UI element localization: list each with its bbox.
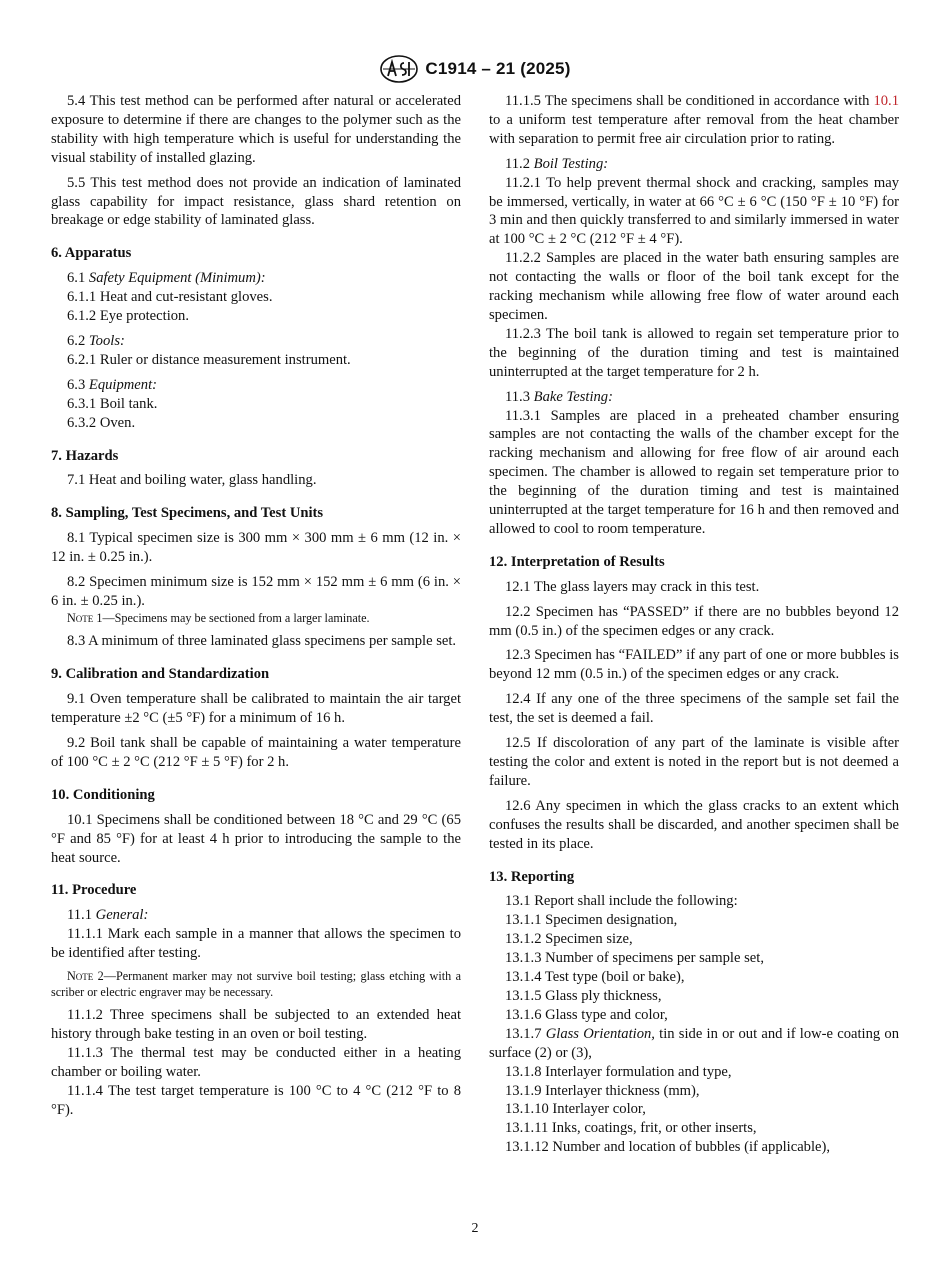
para-13-1-11: 13.1.11 Inks, coatings, frit, or other inserts, [505,1120,757,1137]
para-6-1-2: 6.1.2 Eye protection. [67,308,189,325]
para-9-1: 9.1 Oven temperature shall be calibrated to maintain the air target temperature ±2 °C (±5 °F) for a minimum of 16 h. [51,691,461,727]
para-8-1: 8.1 Typical specimen size is 300 mm × 300 mm ± 6 mm (12 in. × 12 in. ± 0.25 in.). [51,530,461,566]
para-13-1-3: 13.1.3 Number of specimens per sample set, [505,950,764,967]
para-11-1-1: 11.1.1 Mark each sample in a manner that allows the specimen to be identified after testing. [51,926,461,962]
para-11-1: 11.1 General: [67,907,149,924]
para-13-1-1: 13.1.1 Specimen designation, [505,912,678,929]
astm-logo-icon [379,54,419,84]
section-12-heading: 12. Interpretation of Results [489,553,665,570]
para-5-5: 5.5 This test method does not provide an indication of laminated glass capability for impact resistance, glass shard retention on breakage or edge stability of laminated glass. [51,174,461,229]
para-13-1: 13.1 Report shall include the following: [505,893,738,910]
para-12-4: 12.4 If any one of the three specimens of the sample set fail the test, the set is deemed a fail. [489,691,899,727]
para-11-2: 11.2 Boil Testing: [505,155,609,172]
para-13-1-9: 13.1.9 Interlayer thickness (mm), [505,1082,700,1099]
para-10-1: 10.1 Specimens shall be conditioned between 18 °C and 29 °C (65 °F and 85 °F) for at least 4 h prior to introducing the sample to the heat source. [51,811,461,866]
note-2: Note 2—Permanent marker may not survive boil testing; glass etching with a scriber or electric engraver may be necessary. [51,969,462,999]
para-13-1-6: 13.1.6 Glass type and color, [505,1006,668,1023]
para-12-3: 12.3 Specimen has “FAILED” if any part of one or more bubbles is beyond 12 mm (0.5 in.) of the specimen edges or any crack. [489,647,899,683]
note-1: Note 1—Specimens may be sectioned from a larger laminate. [67,610,370,625]
left-column [51,92,461,1119]
para-8-3: 8.3 A minimum of three laminated glass specimens per sample set. [67,633,457,650]
para-13-1-4: 13.1.4 Test type (boil or bake), [505,969,685,986]
page-number: 2 [471,1221,479,1236]
para-6-3: 6.3 Equipment: [67,376,157,393]
section-11-heading: 11. Procedure [51,882,137,899]
para-11-1-2: 11.1.2 Three specimens shall be subjected to an extended heat history through bake testing in an oven or boil testing. [51,1007,461,1042]
para-13-1-5: 13.1.5 Glass ply thickness, [505,987,662,1004]
para-5-4: 5.4 This test method can be performed after natural or accelerated exposure to determine if there are changes to the polymer such as the stability with high temperature which is useful for understanding the visual stability of installed glazing. [51,93,461,166]
section-6-heading: 6. Apparatus [51,245,132,262]
para-13-1-2: 13.1.2 Specimen size, [505,931,633,948]
para-7-1: 7.1 Heat and boiling water, glass handling. [67,472,317,489]
para-8-2: 8.2 Specimen minimum size is 152 mm × 152 mm ± 6 mm (6 in. × 6 in. ± 0.25 in.). [51,574,461,609]
para-13-1-12: 13.1.12 Number and location of bubbles (if applicable), [505,1139,831,1156]
para-12-6: 12.6 Any specimen in which the glass cracks to an extent which confuses the results shall be discarded, and another specimen shall be tested in its place. [489,797,899,852]
section-9-heading: 9. Calibration and Standardization [51,666,270,683]
document-id: C1914 – 21 (2025) [425,59,571,78]
para-6-2: 6.2 Tools: [67,332,125,349]
section-7-heading: 7. Hazards [51,447,119,464]
para-6-3-1: 6.3.1 Boil tank. [67,395,158,412]
para-13-1-10: 13.1.10 Interlayer color, [505,1101,646,1118]
right-column [489,92,899,1157]
para-11-2-1: 11.2.1 To help prevent thermal shock and cracking, samples may be immersed, vertically, in water at 66 °C ± 6 °C (150 °F ± 10 °F) for 3 min and then quickly transferred to and similarly immersed in water at 100 °C ± 2 °C (212 °F ± 4 °F). [489,174,899,248]
page-header [0,52,950,86]
para-12-1: 12.1 The glass layers may crack in this test. [505,578,760,595]
section-10-1-link[interactable]: 10.1 [873,93,899,109]
section-8-heading: 8. Sampling, Test Specimens, and Test Units [51,505,324,522]
para-6-1: 6.1 Safety Equipment (Minimum): [67,270,266,287]
para-11-3-1: 11.3.1 Samples are placed in a preheated chamber ensuring samples are not contacting the walls of the chamber except for the racking mechanism and allowing for free flow of air around each specimen. The chamber is allowed to regain set temperature prior to the beginning of the duration timing and test is maintained uninterrupted at the target temperature for 16 h and then removed and allowed to cool to room temperature. [489,407,899,537]
section-10-heading: 10. Conditioning [51,786,155,803]
para-6-3-2: 6.3.2 Oven. [67,414,136,431]
section-13-heading: 13. Reporting [489,868,575,885]
para-13-1-7: 13.1.7 Glass Orientation, tin side in or out and if low-e coating on surface (2) or (3), [489,1025,899,1061]
para-6-2-1: 6.2.1 Ruler or distance measurement instrument. [67,351,351,368]
para-11-2-3: 11.2.3 The boil tank is allowed to regain set temperature prior to the beginning of the duration timing and test is maintained uninterrupted at the target temperature for 2 h. [489,325,899,380]
para-13-1-8: 13.1.8 Interlayer formulation and type, [505,1063,732,1080]
para-11-1-5: 11.1.5 The specimens shall be conditioned in accordance with 10.1 to a uniform test temperature after removal from the heat chamber with separation to permit free air circulation prior to rating. [489,93,899,147]
para-11-3: 11.3 Bake Testing: [505,388,613,405]
para-12-5: 12.5 If discoloration of any part of the laminate is visible after testing the color and extent is noted in the report but is not deemed a failure. [489,735,899,789]
para-6-1-1: 6.1.1 Heat and cut-resistant gloves. [67,289,273,306]
para-11-2-2: 11.2.2 Samples are placed in the water bath ensuring samples are not contacting the walls or floor of the boil tank except for the racking mechanism while allowing free flow of water around each specimen. [489,250,899,323]
para-11-1-4: 11.1.4 The test target temperature is 100 °C to 4 °C (212 °F to 8 °F). [51,1082,461,1118]
para-12-2: 12.2 Specimen has “PASSED” if there are no bubbles beyond 12 mm (0.5 in.) of the specimen edges or any crack. [489,603,899,639]
para-11-1-3: 11.1.3 The thermal test may be conducted either in a heating chamber or boiling water. [51,1044,461,1080]
para-9-2: 9.2 Boil tank shall be capable of maintaining a water temperature of 100 °C ± 2 °C (212 °F ± 5 °F) for 2 h. [51,734,461,770]
